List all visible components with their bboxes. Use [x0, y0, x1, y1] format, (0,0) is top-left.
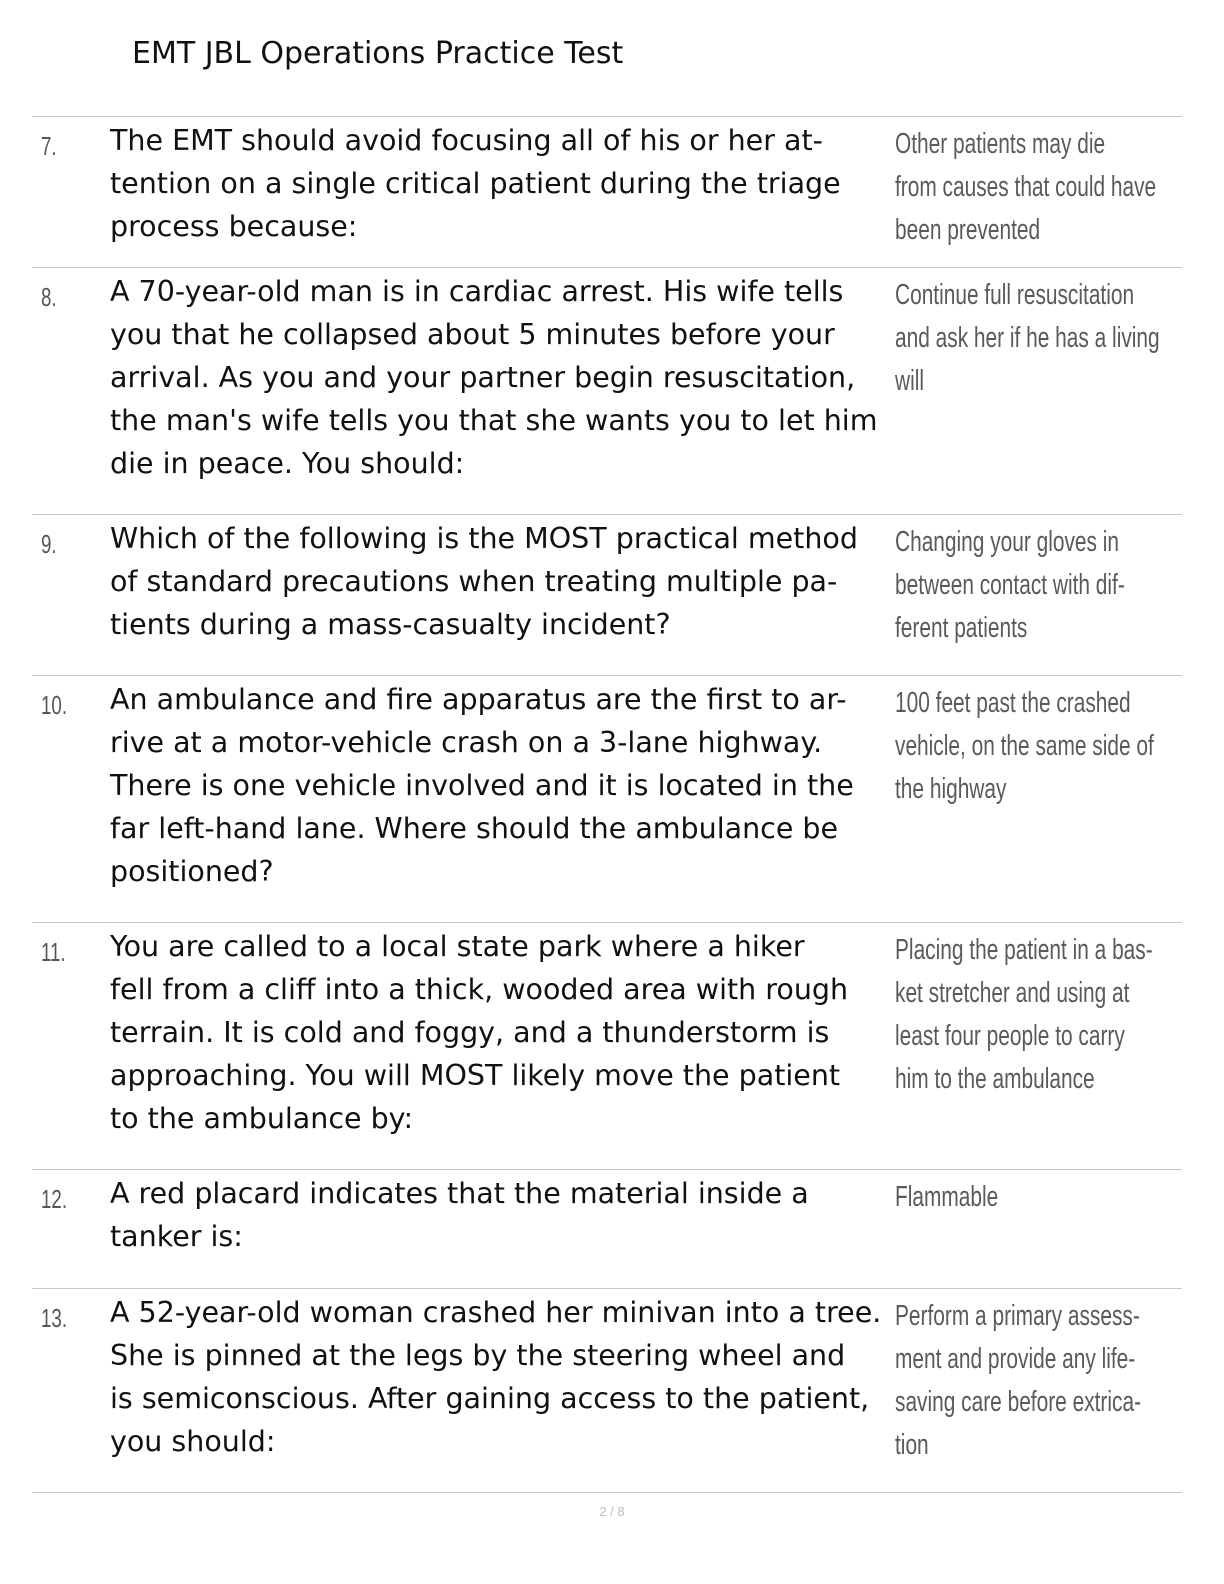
question-row	[32, 267, 1182, 514]
question-text: Which of the following is the MOST practical method of standard precautions when treating multiple pa- tients during a mass-casualty incident?	[110, 522, 858, 641]
question-number: 13.	[41, 1303, 68, 1333]
question-number: 11.	[41, 937, 66, 967]
question-number: 10.	[41, 690, 68, 720]
question-row	[32, 922, 1182, 1169]
question-row	[32, 116, 1182, 267]
question-number: 8.	[41, 282, 57, 312]
question-row	[32, 675, 1182, 922]
question-row	[32, 514, 1182, 675]
question-row	[32, 1169, 1182, 1288]
answer-text: Perform a primary assess- ment and provide any life- saving care before extrica- tion	[895, 1300, 1142, 1461]
question-text: An ambulance and fire apparatus are the first to ar- rive at a motor-vehicle crash on a 3-lane highway. There is one vehicle involved and it is located in the far left-hand lane. Where should the ambulance be positioned?	[110, 683, 854, 888]
question-row	[32, 1288, 1182, 1493]
question-list	[32, 116, 1182, 1493]
question-text: A red placard indicates that the material inside a tanker is:	[110, 1177, 809, 1253]
question-text: The EMT should avoid focusing all of his or her at- tention on a single critical patient during the triage process because:	[110, 124, 841, 243]
answer-text: Placing the patient in a bas- ket stretcher and using at least four people to carry him to the ambulance	[895, 934, 1153, 1095]
answer-text: Flammable	[895, 1181, 999, 1213]
question-number: 7.	[41, 131, 57, 161]
answer-text: Changing your gloves in between contact with dif- ferent patients	[895, 526, 1125, 644]
question-text: A 70-year-old man is in cardiac arrest. His wife tells you that he collapsed about 5 minutes before your arrival. As you and your partner begin resuscitation, the man's wife tells you that she wants you to let him die in peace. You should:	[110, 275, 878, 480]
page-title: EMT JBL Operations Practice Test	[132, 36, 624, 71]
answer-text: Continue full resuscitation and ask her if he has a living will	[895, 279, 1160, 397]
question-text: You are called to a local state park where a hiker fell from a cliff into a thick, wooded area with rough terrain. It is cold and foggy, and a thunderstorm is approaching. You will MOST likely move the patient to the ambulance by:	[110, 930, 849, 1135]
answer-text: Other patients may die from causes that could have been prevented	[895, 128, 1157, 246]
question-text: A 52-year-old woman crashed her minivan into a tree. She is pinned at the legs by the steering wheel and is semiconscious. After gaining access to the patient, you should:	[110, 1296, 882, 1458]
question-number: 9.	[41, 529, 57, 559]
answer-text: 100 feet past the crashed vehicle, on the same side of the highway	[895, 687, 1154, 805]
page-indicator: 2 / 8	[599, 1504, 625, 1519]
question-number: 12.	[41, 1184, 68, 1214]
